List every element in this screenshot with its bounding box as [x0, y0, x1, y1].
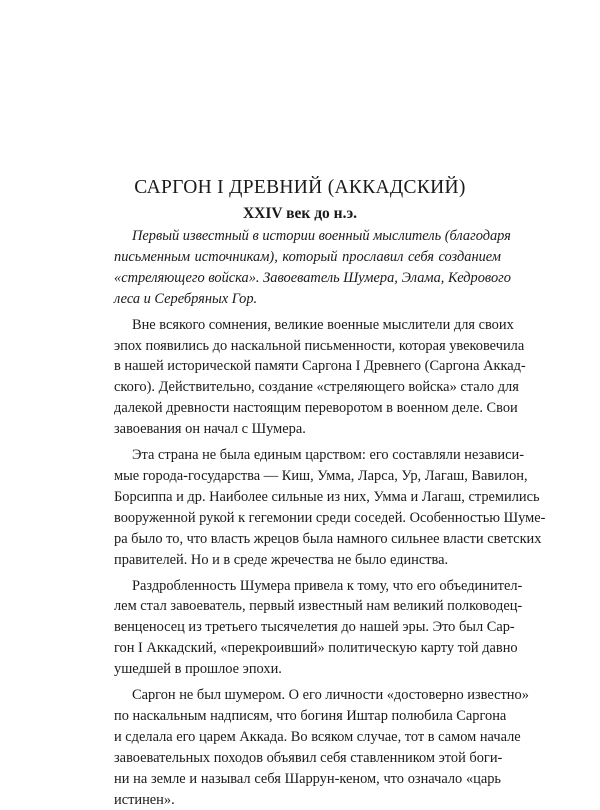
text-line: Эта страна не была единым царством: его составляли независи- — [132, 447, 524, 464]
text-line: Саргон не был шумером. О его личности «достоверно известно» — [132, 687, 529, 704]
body-text — [114, 226, 546, 810]
text-line: ра было то, что власть жрецов была намного сильнее власти светских — [114, 530, 542, 547]
text-line: гон I Аккадский, «перекроивший» политическую карту той давно — [114, 640, 518, 657]
text-line: Вне всякого сомнения, великие военные мыслители для своих — [132, 316, 514, 333]
text-line: лем стал завоеватель, первый известный нам великий полководец- — [114, 598, 523, 615]
text-line: ского). Действительно, создание «стреляющего войска» стало для — [114, 379, 519, 396]
text-line: по наскальным надписям, что богиня Иштар полюбила Саргона — [114, 707, 507, 724]
text-line: Первый известный в истории военный мыслитель (благодаря — [132, 228, 511, 244]
chapter-title: САРГОН I ДРЕВНИЙ (АККАДСКИЙ) — [134, 177, 466, 198]
paragraph — [114, 445, 546, 570]
text-line: Борсиппа и др. Наиболее сильные из них, Умма и Лагаш, стремились — [114, 488, 540, 505]
text-line: завоевания он начал с Шумера. — [114, 421, 306, 438]
paragraph — [114, 315, 526, 440]
text-line: леса и Серебряных Гор. — [114, 290, 258, 307]
text-line: письменным источникам), который прославил себя созданием — [114, 248, 501, 265]
text-line: вооруженной рукой к гегемонии среди соседей. Особенностью Шуме- — [114, 509, 546, 526]
text-line: эпох появились до наскальной письменности, которая увековечила — [114, 337, 525, 354]
text-line: правителей. Но и в среде жречества не было единства. — [114, 551, 449, 568]
chapter-subtitle: XXIV век до н.э. — [242, 205, 358, 222]
text-line: Раздробленность Шумера привела к тому, что его объединител- — [132, 577, 523, 594]
text-line: «стреляющего войска». Завоеватель Шумера, Элама, Кедрового — [114, 269, 511, 286]
text-line: завоевательных походов объявил себя ставленником этой боги- — [114, 749, 503, 766]
text-line: далекой древности настоящим переворотом в военном деле. Свои — [114, 400, 518, 417]
text-line: мые города-государства — Киш, Умма, Ларса, Ур, Лагаш, Вавилон, — [114, 467, 528, 484]
text-line: венценосец из третьего тысячелетия до нашей эры. Это был Сар- — [114, 619, 515, 636]
text-line: в нашей исторической памяти Саргона I Древнего (Саргона Аккад- — [114, 358, 526, 375]
text-line: ни на земле и называл себя Шаррун-кеном, что означало «царь — [114, 770, 501, 787]
intro-paragraph — [114, 226, 511, 310]
text-line: ушедшей в прошлое эпохи. — [114, 661, 282, 678]
text-line: истинен». — [114, 791, 175, 808]
paragraph — [114, 576, 523, 681]
text-line: и сделала его царем Аккада. Во всяком случае, тот в самом начале — [114, 728, 521, 745]
paragraph — [114, 685, 529, 810]
